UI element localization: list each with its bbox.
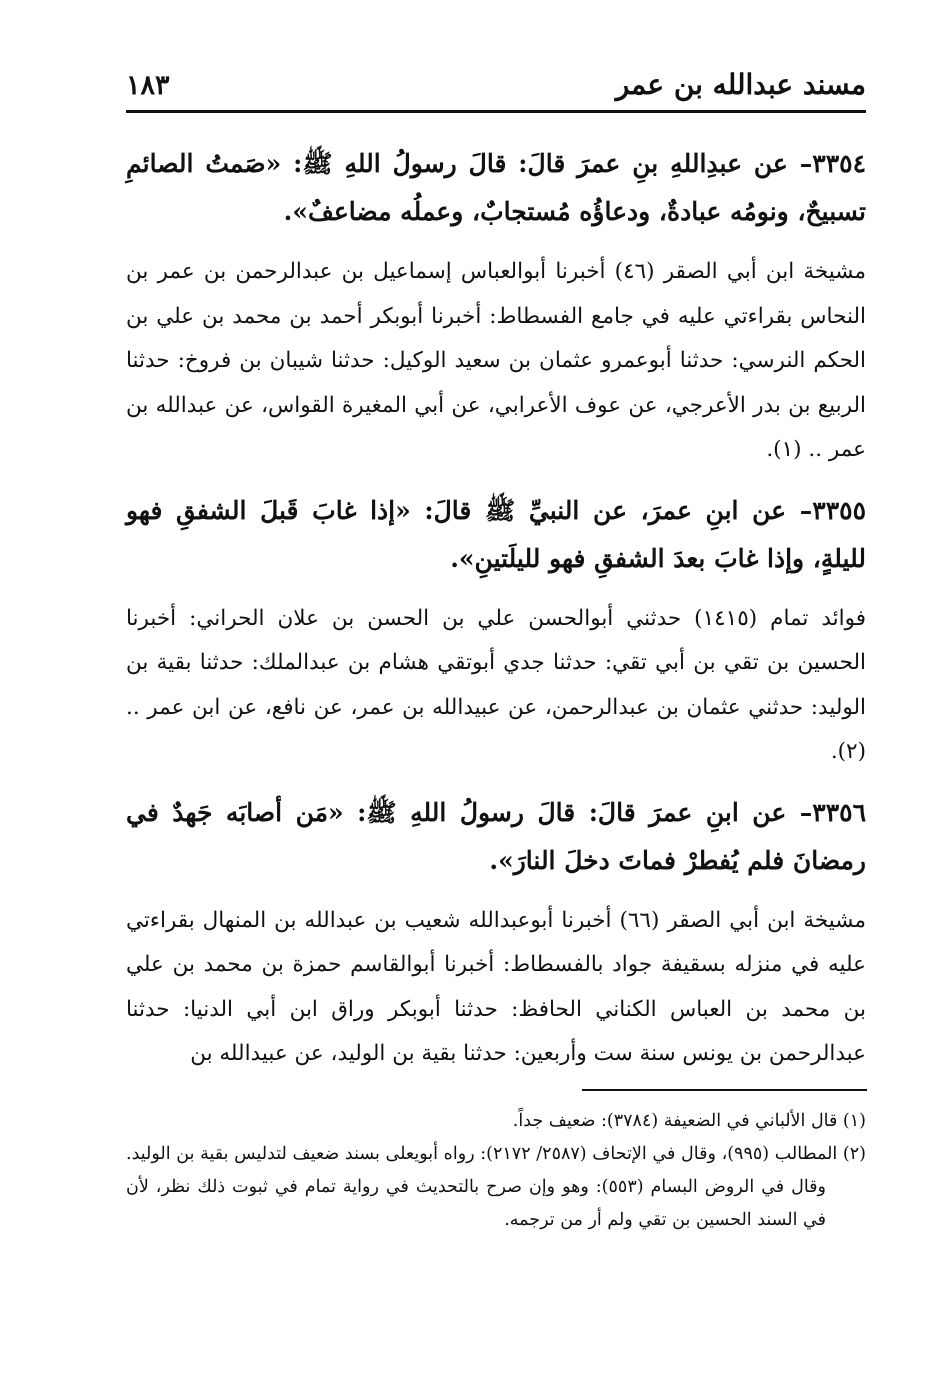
- footnote-divider: [582, 1089, 867, 1091]
- page-header: [126, 62, 866, 113]
- source-3355: فوائد تمام (١٤١٥) حدثني أبوالحسن علي بن الحسن بن علان الحراني: أخبرنا الحسين بن تقي بن أبي تقي: حدثنا جدي أبوتقي هشام بن عبدالملك: حدثنا بقية بن الوليد: حدثني عثمان بن عبدالرحمن، عن عبيدالله بن عمر، عن نافع، عن ابن عمر .. (٢).: [126, 605, 867, 764]
- footnote-2: (٢) المطالب (٩٩٥)، وقال في الإتحاف (٢٥٨٧/ ٢١٧٢): رواه أبويعلى بسند ضعيف لتدليس بقية بن الوليد. وقال في الروض البسام (٥٥٣): وهو وإن صرح بالتحديث في رواية تمام في ثبوت ذلك نظر، لأن في السند الحسين بن تقي ولم أر من ترجمه.: [126, 1144, 866, 1230]
- hadith-3355: ٣٣٥٥– عن ابنِ عمرَ، عن النبيِّ ﷺ قالَ: «إذا غابَ قَبلَ الشفقِ فهو لليلةٍ، وإذا غابَ بعدَ الشفقِ فهو لليلَتينِ».: [126, 495, 866, 573]
- running-title: مسند عبدالله بن عمر: [615, 68, 866, 101]
- source-3356: مشيخة ابن أبي الصقر (٦٦) أخبرنا أبوعبدالله شعيب بن عبدالله بن المنهال بقراءتي عليه في منزله بسقيفة جواد بالفسطاط: أخبرنا أبوالقاسم حمزة بن محمد بن علي بن محمد بن العباس الكناني الحافظ: حدثنا أبوبكر وراق ابن أبي الدنيا: حدثنا عبدالرحمن بن يونس سنة ست وأربعين: حدثنا بقية بن الوليد، عن عبيدالله بن: [126, 907, 866, 1066]
- main-text: [126, 140, 866, 1091]
- source-3354: مشيخة ابن أبي الصقر (٤٦) أخبرنا أبوالعباس إسماعيل بن عبدالرحمن بن عمر بن النحاس بقراءتي عليه في جامع الفسطاط: أخبرنا أبوبكر أحمد بن محمد بن علي بن الحكم النرسي: حدثنا أبوعمرو عثمان بن سعيد الوكيل: حدثنا شيبان بن فروخ: حدثنا الربيع بن بدر الأعرجي، عن عوف الأعرابي، عن أبي المغيرة القواس، عن عبدالله بن عمر .. (١).: [126, 259, 866, 462]
- footnotes: [126, 1105, 866, 1237]
- hadith-3354: ٣٣٥٤– عن عبدِاللهِ بنِ عمرَ قالَ: قالَ رسولُ اللهِ ﷺ: «صَمتُ الصائمِ تسبيحٌ، ونومُه عبادةٌ، ودعاؤُه مُستجابٌ، وعملُه مضاعفٌ».: [126, 149, 866, 226]
- hadith-3356: ٣٣٥٦– عن ابنِ عمرَ قالَ: قالَ رسولُ اللهِ ﷺ: «مَن أصابَه جَهدٌ في رمضانَ فلم يُفطرْ فماتَ دخلَ النارَ».: [126, 797, 866, 875]
- footnote-1: (١) قال الألباني في الضعيفة (٣٧٨٤): ضعيف جداً.: [512, 1111, 866, 1131]
- page-number: ١٨٣: [126, 70, 170, 101]
